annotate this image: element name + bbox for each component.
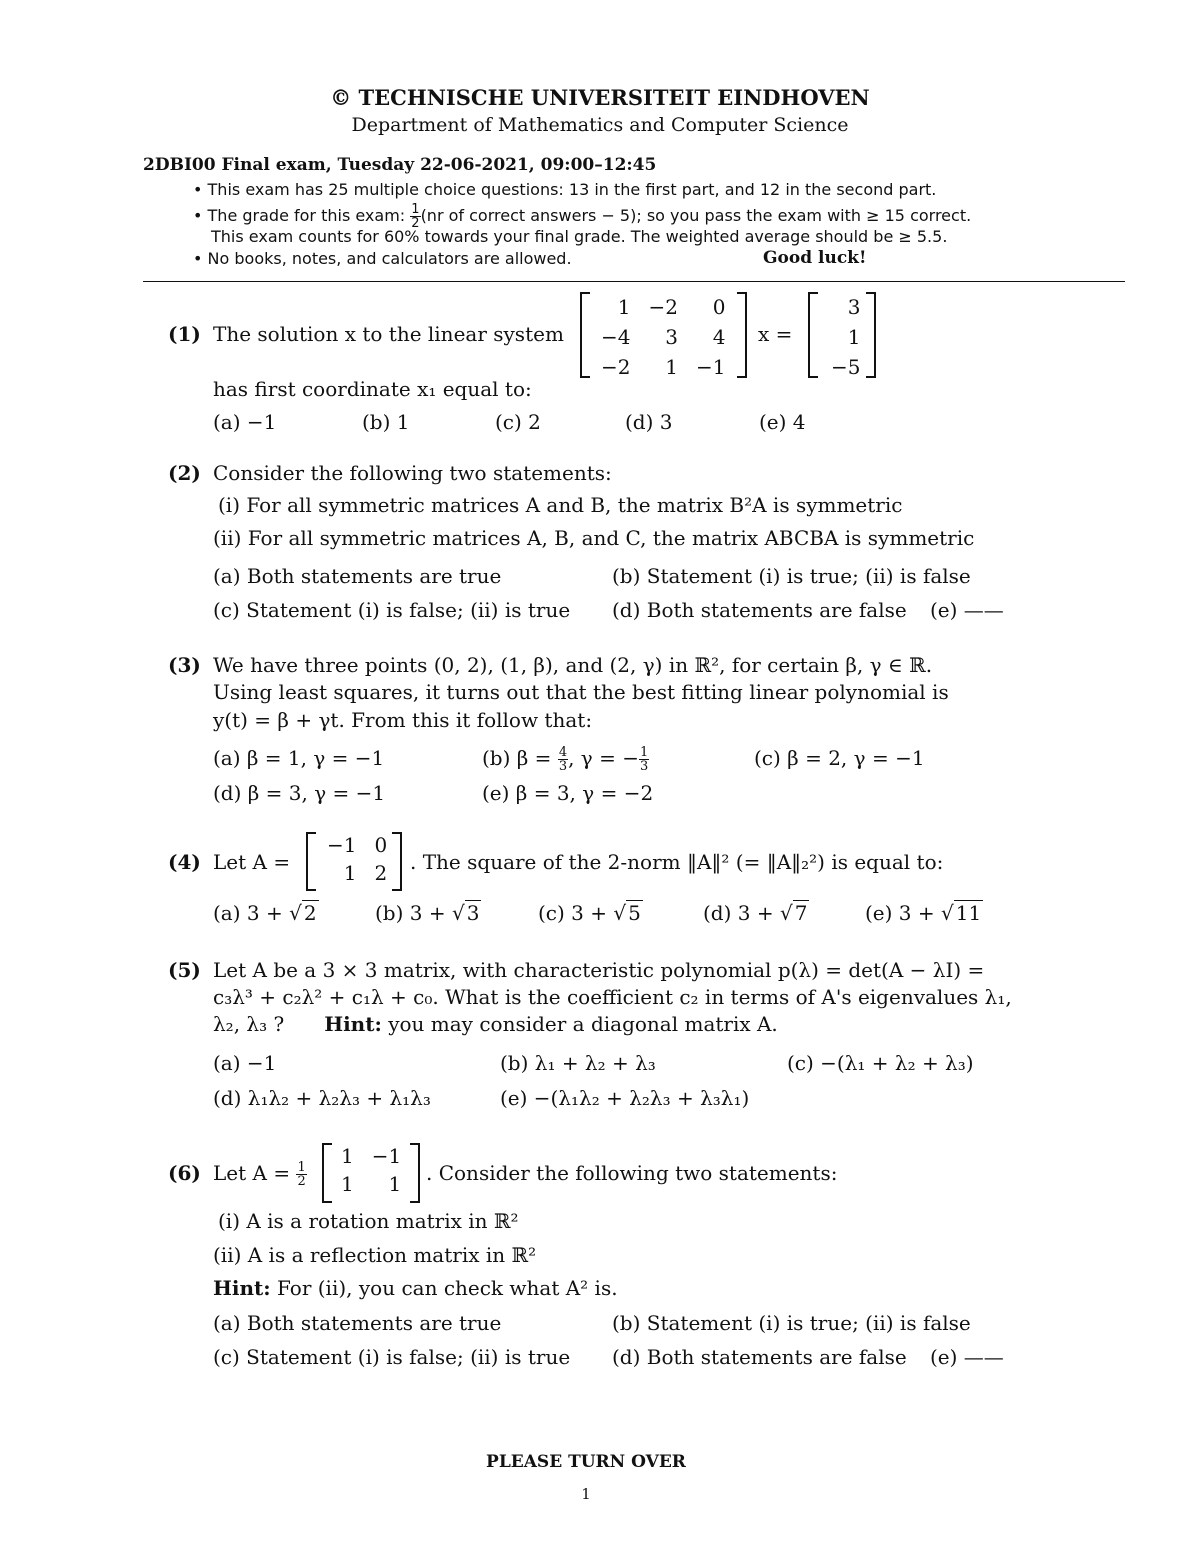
q1-matrix-left-bracket: [580, 292, 590, 378]
q4-option-b: (b) 3 + √ 3: [375, 901, 480, 925]
q4-let: Let A =: [213, 850, 291, 874]
bullet-3: • No books, notes, and calculators are allowed.: [193, 249, 572, 268]
q6-option-a: (a) Both statements are true: [213, 1311, 502, 1335]
q2-statement-1: (i) For all symmetric matrices A and B, the matrix B²A is symmetric: [218, 493, 903, 517]
q6-statement-2: (ii) A is a reflection matrix in ℝ²: [213, 1243, 537, 1267]
q1-number: (1): [168, 322, 201, 346]
q2-option-e: (e) ——: [930, 598, 1004, 622]
q2-option-a: (a) Both statements are true: [213, 564, 502, 588]
q1-option-e: (e) 4: [759, 410, 806, 434]
q1-option-b: (b) 1: [362, 410, 410, 434]
q6-option-d: (d) Both statements are false: [612, 1345, 907, 1369]
q4-matrix-left-bracket: [306, 832, 316, 891]
q3-option-b: (b) β = $\frac{4}{3}$ , γ = − $\frac{1}{3}$: [482, 745, 649, 774]
q3-line1: We have three points (0, 2), (1, β), and (2, γ) in ℝ², for certain β, γ ∈ ℝ.: [213, 653, 933, 677]
q1-text: The solution x to the linear system: [213, 322, 564, 346]
q1-option-a: (a) −1: [213, 410, 277, 434]
q6-matrix: 1 −1 1 1: [341, 1144, 402, 1196]
q5-line2: c₃λ³ + c₂λ² + c₁λ + c₀. What is the coefficient c₂ in terms of A's eigenvalues λ₁,: [213, 985, 1012, 1009]
q2-option-d: (d) Both statements are false: [612, 598, 907, 622]
q2-option-c: (c) Statement (i) is false; (ii) is true: [213, 598, 571, 622]
q1-option-c: (c) 2: [495, 410, 541, 434]
header-divider: [143, 281, 1125, 282]
q5-option-c: (c) −(λ₁ + λ₂ + λ₃): [787, 1051, 974, 1075]
exam-line: 2DBI00 Final exam, Tuesday 22-06-2021, 09:00–12:45: [143, 155, 657, 175]
q1-matrix: 1 −2 0 −4 3 4 −2 1 −1: [601, 295, 726, 379]
q1-rhs-right-bracket: [866, 292, 876, 378]
q4-number: (4): [168, 850, 201, 874]
q2-statement-2: (ii) For all symmetric matrices A, B, and C, the matrix ABCBA is symmetric: [213, 526, 975, 550]
q5-option-d: (d) λ₁λ₂ + λ₂λ₃ + λ₁λ₃: [213, 1086, 431, 1110]
q1-text2: has first coordinate x₁ equal to:: [213, 377, 532, 401]
q6-matrix-right-bracket: [410, 1143, 420, 1203]
q6-statement-1: (i) A is a rotation matrix in ℝ²: [218, 1209, 519, 1233]
q6-option-b: (b) Statement (i) is true; (ii) is false: [612, 1311, 971, 1335]
q6-option-e: (e) ——: [930, 1345, 1004, 1369]
department: Department of Mathematics and Computer Science: [351, 114, 849, 136]
university-title: © TECHNISCHE UNIVERSITEIT EINDHOVEN: [330, 85, 870, 110]
q4-option-c: (c) 3 + √ 5: [538, 901, 641, 925]
q5-number: (5): [168, 958, 201, 982]
q4-matrix-right-bracket: [392, 832, 402, 891]
q1-x-eq: x =: [758, 322, 793, 346]
q3-option-c: (c) β = 2, γ = −1: [754, 746, 925, 770]
q6-number: (6): [168, 1161, 201, 1185]
q6-matrix-left-bracket: [322, 1143, 332, 1203]
q5-line3: λ₂, λ₃ ? Hint: you may consider a diagonal matrix A.: [213, 1012, 778, 1036]
q6-text: . Consider the following two statements:: [426, 1161, 838, 1185]
q1-option-d: (d) 3: [625, 410, 673, 434]
q6-hint: Hint: For (ii), you can check what A² is.: [213, 1276, 618, 1300]
q2-number: (2): [168, 461, 201, 485]
q4-text: . The square of the 2-norm ‖A‖² (= ‖A‖₂²) is equal to:: [410, 850, 944, 874]
q4-option-e: (e) 3 + √ 11: [865, 901, 982, 925]
q6-option-c: (c) Statement (i) is false; (ii) is true: [213, 1345, 571, 1369]
q5-option-b: (b) λ₁ + λ₂ + λ₃: [500, 1051, 656, 1075]
turn-over: PLEASE TURN OVER: [486, 1452, 686, 1472]
bullet-2: • The grade for this exam: $\frac{1}{2}$ (nr of correct answers − 5); so you pass the exam with ≥ 15 correct.: [193, 202, 972, 231]
q3-line3: y(t) = β + γt. From this it follow that:: [213, 708, 593, 732]
q2-option-b: (b) Statement (i) is true; (ii) is false: [612, 564, 971, 588]
q5-option-a: (a) −1: [213, 1051, 277, 1075]
q3-number: (3): [168, 653, 201, 677]
q3-option-e: (e) β = 3, γ = −2: [482, 781, 654, 805]
q1-rhs-left-bracket: [808, 292, 818, 378]
bullet-2-cont: This exam counts for 60% towards your final grade. The weighted average should be ≥ 5.5.: [211, 227, 948, 246]
q6-let: Let A = $\frac{1}{2}$: [213, 1160, 306, 1189]
good-luck: Good luck!: [763, 248, 867, 268]
bullet-1: • This exam has 25 multiple choice questions: 13 in the first part, and 12 in the second part.: [193, 180, 937, 199]
q1-matrix-right-bracket: [737, 292, 747, 378]
q3-line2: Using least squares, it turns out that the best fitting linear polynomial is: [213, 680, 949, 704]
q5-option-e: (e) −(λ₁λ₂ + λ₂λ₃ + λ₃λ₁): [500, 1086, 750, 1110]
q2-text: Consider the following two statements:: [213, 461, 612, 485]
q3-option-a: (a) β = 1, γ = −1: [213, 746, 385, 770]
q4-option-a: (a) 3 + √ 2: [213, 901, 317, 925]
page-number: 1: [581, 1485, 591, 1503]
q4-option-d: (d) 3 + √ 7: [703, 901, 808, 925]
q3-option-d: (d) β = 3, γ = −1: [213, 781, 386, 805]
q5-line1: Let A be a 3 × 3 matrix, with characteristic polynomial p(λ) = det(A − λI) =: [213, 958, 985, 982]
q1-rhs: 3 1 −5: [831, 295, 861, 379]
q4-matrix: −1 0 1 2: [327, 833, 388, 885]
